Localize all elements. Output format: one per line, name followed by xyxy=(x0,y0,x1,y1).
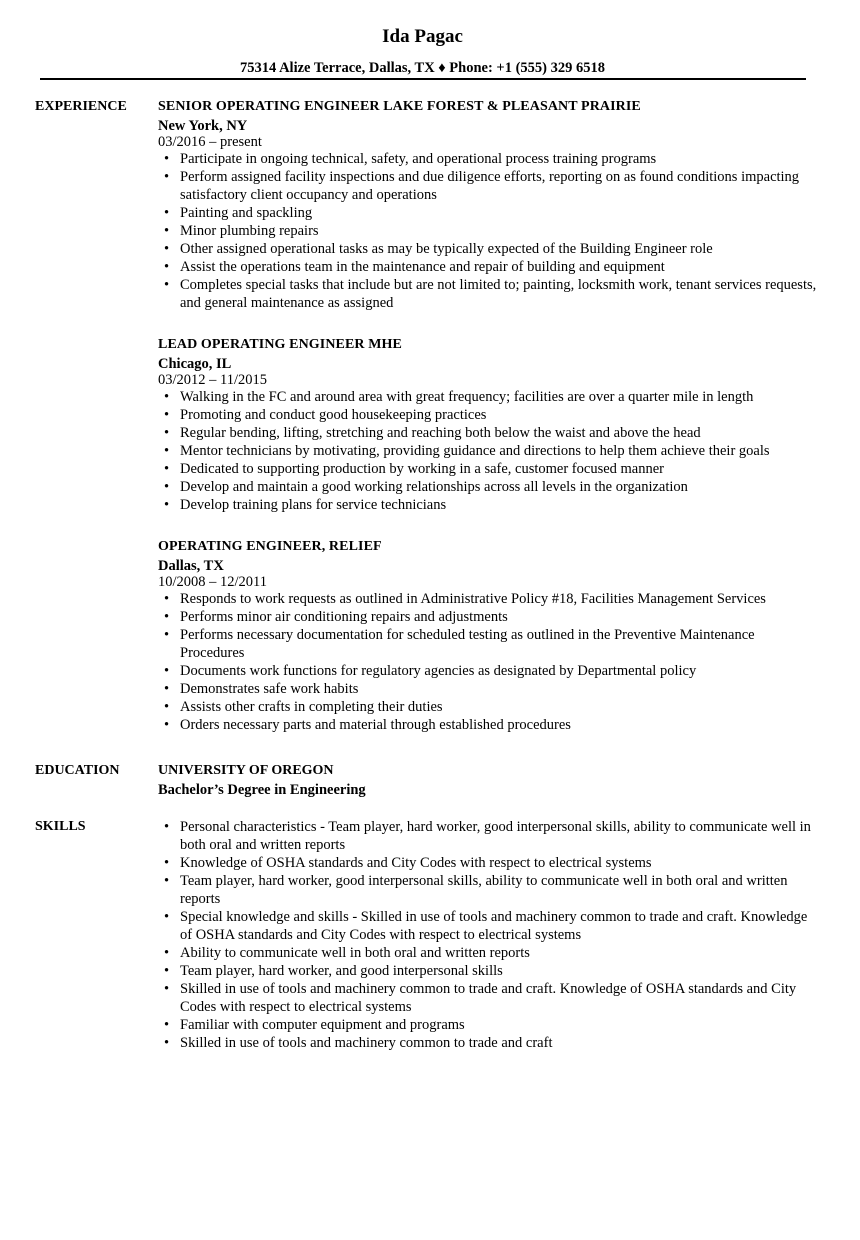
bullet-icon: • xyxy=(164,699,170,715)
list-item-text: Performs minor air conditioning repairs and adjustments xyxy=(180,609,508,625)
list-item xyxy=(158,680,818,698)
bullet-icon: • xyxy=(164,205,170,221)
list-item-text: Mentor technicians by motivating, providing guidance and directions to help them achieve their goals xyxy=(180,443,770,459)
job-location: Chicago, IL xyxy=(158,356,232,372)
list-item xyxy=(158,872,818,908)
list-item-text: Participate in ongoing technical, safety, and operational process training programs xyxy=(180,151,657,167)
bullet-icon: • xyxy=(164,241,170,257)
list-item-text: Demonstrates safe work habits xyxy=(180,681,359,697)
list-item-text: Completes special tasks that include but are not limited to; painting, locksmith work, tenant services requests, and general maintenance as assigned xyxy=(180,277,817,311)
bullet-icon: • xyxy=(164,277,170,293)
list-item xyxy=(158,478,818,496)
list-item xyxy=(158,590,818,608)
job-duties xyxy=(158,590,818,734)
list-item-text: Documents work functions for regulatory agencies as designated by Departmental policy xyxy=(180,663,697,679)
list-item xyxy=(158,698,818,716)
list-item-text: Assist the operations team in the maintenance and repair of building and equipment xyxy=(180,259,665,275)
school-name: UNIVERSITY OF OREGON xyxy=(158,763,334,778)
bullet-icon: • xyxy=(164,389,170,405)
list-item-text: Develop and maintain a good working relationships across all levels in the organization xyxy=(180,479,688,495)
list-item-text: Minor plumbing repairs xyxy=(180,223,319,239)
list-item-text: Orders necessary parts and material through established procedures xyxy=(180,717,571,733)
bullet-icon: • xyxy=(164,497,170,513)
list-item xyxy=(158,460,818,478)
job-dates: 10/2008 – 12/2011 xyxy=(158,574,268,590)
list-item-text: Painting and spackling xyxy=(180,205,313,221)
experience-heading: EXPERIENCE xyxy=(35,99,127,114)
list-item xyxy=(158,608,818,626)
job-duties xyxy=(158,150,818,312)
bullet-icon: • xyxy=(164,627,170,643)
bullet-icon: • xyxy=(164,963,170,979)
list-item xyxy=(158,204,818,222)
list-item xyxy=(158,944,818,962)
list-item xyxy=(158,854,818,872)
list-item xyxy=(158,496,818,514)
list-item-text: Promoting and conduct good housekeeping practices xyxy=(180,407,487,423)
bullet-icon: • xyxy=(164,981,170,997)
bullet-icon: • xyxy=(164,425,170,441)
education-entry xyxy=(158,762,818,800)
list-item-text: Other assigned operational tasks as may be typically expected of the Building Engineer role xyxy=(180,241,713,257)
bullet-icon: • xyxy=(164,461,170,477)
job-duties xyxy=(158,388,818,514)
bullet-icon: • xyxy=(164,407,170,423)
list-item xyxy=(158,276,818,312)
bullet-icon: • xyxy=(164,609,170,625)
list-item-text: Skilled in use of tools and machinery common to trade and craft. Knowledge of OSHA standards and City Codes with respect to electrical systems xyxy=(180,981,797,1015)
list-item xyxy=(158,258,818,276)
list-item-text: Dedicated to supporting production by working in a safe, customer focused manner xyxy=(180,461,665,477)
job-title: SENIOR OPERATING ENGINEER LAKE FOREST & PLEASANT PRAIRIE xyxy=(158,99,641,114)
job-location: New York, NY xyxy=(158,118,248,134)
bullet-icon: • xyxy=(164,1035,170,1051)
list-item xyxy=(158,222,818,240)
job-entry xyxy=(158,538,818,734)
bullet-icon: • xyxy=(164,479,170,495)
candidate-name: Ida Pagac xyxy=(382,26,463,47)
job-dates: 03/2012 – 11/2015 xyxy=(158,372,268,388)
list-item xyxy=(158,908,818,944)
bullet-icon: • xyxy=(164,909,170,925)
skills-list xyxy=(158,818,818,1052)
bullet-icon: • xyxy=(164,681,170,697)
list-item-text: Skilled in use of tools and machinery common to trade and craft xyxy=(180,1035,553,1051)
education-heading: EDUCATION xyxy=(35,763,120,778)
bullet-icon: • xyxy=(164,717,170,733)
list-item xyxy=(158,626,818,662)
list-item-text: Walking in the FC and around area with great frequency; facilities are over a quarter mile in length xyxy=(180,389,754,405)
list-item xyxy=(158,150,818,168)
list-item-text: Regular bending, lifting, stretching and reaching both below the waist and above the head xyxy=(180,425,701,441)
job-location: Dallas, TX xyxy=(158,558,224,574)
bullet-icon: • xyxy=(164,855,170,871)
list-item xyxy=(158,168,818,204)
job-dates: 03/2016 – present xyxy=(158,134,262,150)
contact-line: 75314 Alize Terrace, Dallas, TX ♦ Phone: +1 (555) 329 6518 xyxy=(240,60,605,76)
list-item-text: Ability to communicate well in both oral and written reports xyxy=(180,945,530,961)
list-item-text: Personal characteristics - Team player, hard worker, good interpersonal skills, ability to communicate well in both oral and written reports xyxy=(180,819,811,853)
list-item-text: Familiar with computer equipment and programs xyxy=(180,1017,465,1033)
bullet-icon: • xyxy=(164,591,170,607)
job-entry xyxy=(158,98,818,312)
list-item xyxy=(158,980,818,1016)
list-item xyxy=(158,442,818,460)
bullet-icon: • xyxy=(164,223,170,239)
list-item-text: Responds to work requests as outlined in Administrative Policy #18, Facilities Management Services xyxy=(180,591,766,607)
job-title: OPERATING ENGINEER, RELIEF xyxy=(158,539,382,554)
list-item-text: Team player, hard worker, and good interpersonal skills xyxy=(180,963,503,979)
list-item xyxy=(158,406,818,424)
header-divider xyxy=(40,78,806,80)
list-item-text: Special knowledge and skills - Skilled in use of tools and machinery common to trade and craft. Knowledge of OSHA standards and City Codes with respect to electrical systems xyxy=(180,909,808,943)
bullet-icon: • xyxy=(164,1017,170,1033)
list-item xyxy=(158,716,818,734)
list-item-text: Knowledge of OSHA standards and City Codes with respect to electrical systems xyxy=(180,855,652,871)
bullet-icon: • xyxy=(164,151,170,167)
bullet-icon: • xyxy=(164,663,170,679)
list-item-text: Develop training plans for service technicians xyxy=(180,497,447,513)
list-item xyxy=(158,388,818,406)
list-item xyxy=(158,962,818,980)
list-item-text: Team player, hard worker, good interpersonal skills, ability to communicate well in both oral and written reports xyxy=(180,873,788,907)
bullet-icon: • xyxy=(164,945,170,961)
job-entry xyxy=(158,336,818,514)
list-item xyxy=(158,424,818,442)
degree: Bachelor’s Degree in Engineering xyxy=(158,782,366,798)
list-item xyxy=(158,818,818,854)
skills-list-container xyxy=(158,818,818,1052)
job-title: LEAD OPERATING ENGINEER MHE xyxy=(158,337,402,352)
list-item-text: Assists other crafts in completing their duties xyxy=(180,699,443,715)
list-item xyxy=(158,662,818,680)
list-item xyxy=(158,1016,818,1034)
bullet-icon: • xyxy=(164,259,170,275)
bullet-icon: • xyxy=(164,873,170,889)
list-item xyxy=(158,240,818,258)
list-item-text: Perform assigned facility inspections and due diligence efforts, reporting on as found conditions impacting satisfactory client occupancy and operations xyxy=(180,169,800,203)
bullet-icon: • xyxy=(164,443,170,459)
list-item xyxy=(158,1034,818,1052)
skills-heading: SKILLS xyxy=(35,819,86,834)
bullet-icon: • xyxy=(164,169,170,185)
bullet-icon: • xyxy=(164,819,170,835)
list-item-text: Performs necessary documentation for scheduled testing as outlined in the Preventive Maintenance Procedures xyxy=(180,627,755,661)
